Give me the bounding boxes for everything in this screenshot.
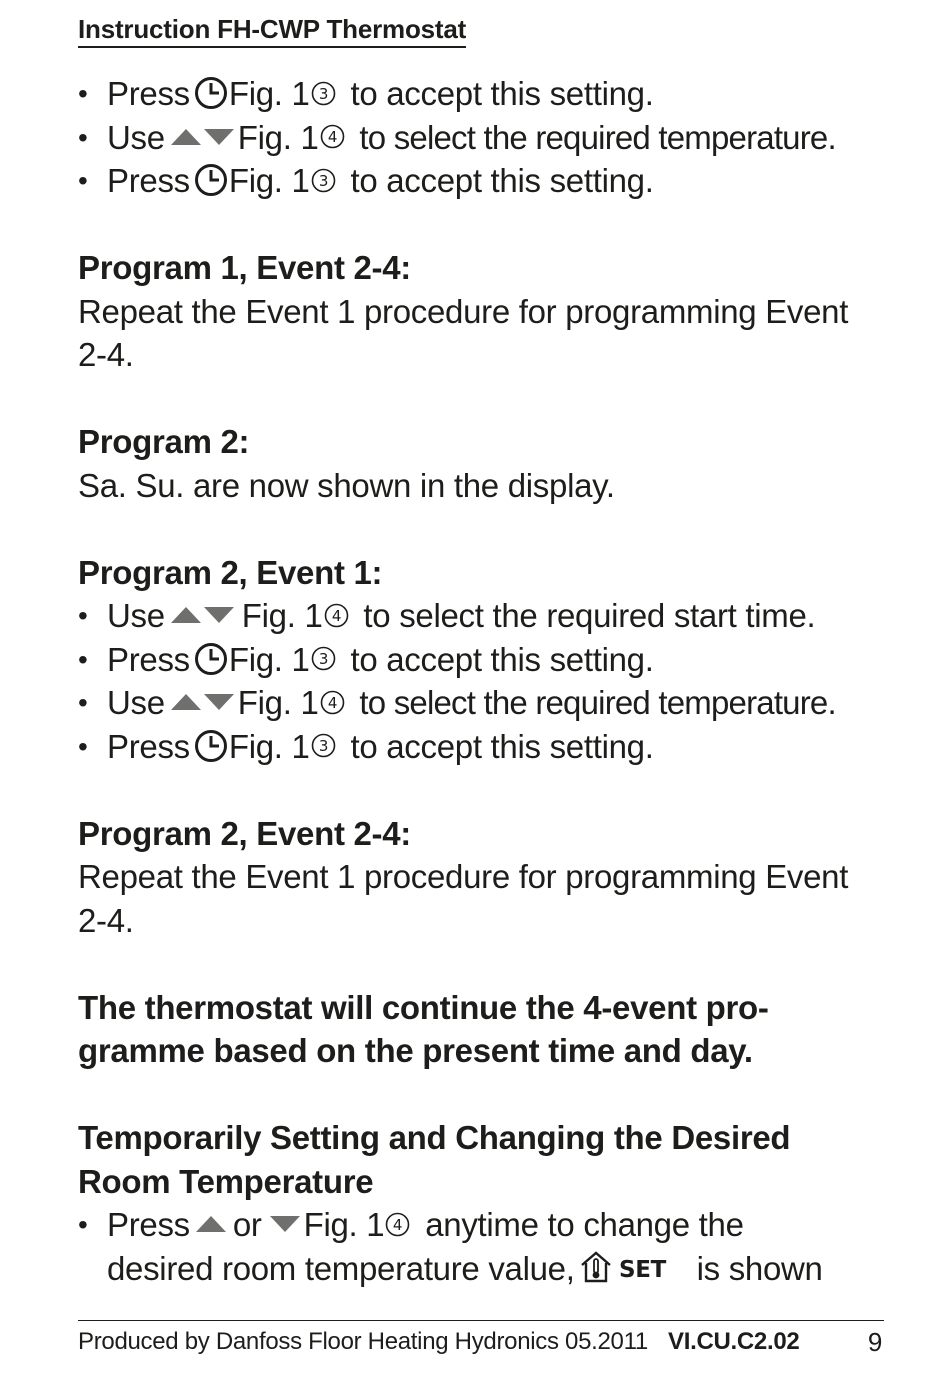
clock-icon bbox=[194, 163, 228, 197]
list-item: • Press Fig. 1 3 to accept this setting. bbox=[78, 159, 884, 203]
program1-event1-steps bbox=[78, 72, 884, 203]
bullet: • bbox=[78, 687, 88, 718]
spacer bbox=[78, 507, 884, 551]
callout-number: 3 bbox=[318, 171, 328, 190]
list-item: • Use Fig. 1 4 to select the required temperature. bbox=[78, 681, 884, 725]
temporary-setting-steps bbox=[78, 1203, 884, 1290]
arrow-up-icon bbox=[170, 692, 202, 712]
callout-4-icon bbox=[324, 603, 349, 628]
list-item: • Press or Fig. 1 4 anytime to change the bbox=[78, 1203, 884, 1247]
callout-3-icon bbox=[311, 168, 336, 193]
section-heading: Room Temperature bbox=[78, 1162, 374, 1200]
callout-4-icon bbox=[385, 1212, 410, 1237]
callout-3-icon bbox=[311, 646, 336, 671]
paragraph-line: Sa. Su. are now shown in the display. bbox=[78, 466, 615, 504]
spacer bbox=[78, 942, 884, 986]
callout-number: 4 bbox=[327, 693, 337, 712]
callout-number: 3 bbox=[318, 650, 328, 669]
paragraph-line: 2-4. bbox=[78, 336, 134, 373]
footer-doc-code: VI.CU.C2.02 bbox=[668, 1328, 800, 1355]
paragraph-line: Repeat the Event 1 procedure for programming Event bbox=[78, 292, 849, 330]
paragraph-line: 2-4. bbox=[78, 901, 134, 939]
page-number: 9 bbox=[867, 1327, 882, 1357]
page-content bbox=[78, 72, 884, 1290]
section-heading: Program 2, Event 1: bbox=[78, 553, 383, 591]
bullet: • bbox=[78, 730, 88, 762]
callout-3-icon bbox=[311, 733, 336, 758]
arrow-down-icon bbox=[203, 605, 235, 625]
callout-number: 3 bbox=[318, 737, 328, 756]
spacer bbox=[78, 768, 884, 812]
list-item: • Press Fig. 1 3 to accept this setting. bbox=[78, 72, 884, 116]
list-item-continuation: desired room temperature value, SET is shown bbox=[107, 1249, 823, 1287]
bullet: • bbox=[78, 165, 88, 196]
bullet: • bbox=[78, 78, 88, 109]
callout-number: 3 bbox=[318, 84, 328, 103]
continue-note-line: gramme based on the present time and day. bbox=[78, 1032, 753, 1069]
spacer bbox=[78, 377, 884, 421]
paragraph-line: Repeat the Event 1 procedure for programming Event bbox=[78, 858, 849, 895]
section-heading: Program 1, Event 2-4: bbox=[78, 249, 411, 286]
arrow-down-icon bbox=[269, 1214, 301, 1234]
set-display-icon bbox=[617, 1255, 683, 1281]
clock-icon bbox=[194, 729, 228, 763]
list-item: • Press Fig. 1 3 to accept this setting. bbox=[78, 725, 884, 769]
spacer bbox=[78, 1073, 884, 1117]
page-footer bbox=[78, 1320, 884, 1357]
callout-number: 4 bbox=[331, 606, 341, 625]
clock-icon bbox=[194, 642, 228, 676]
home-thermometer-icon bbox=[579, 1250, 613, 1284]
callout-4-icon bbox=[320, 690, 345, 715]
bullet: • bbox=[78, 600, 88, 631]
bullet: • bbox=[78, 121, 88, 153]
callout-number: 4 bbox=[393, 1215, 403, 1234]
running-head: Instruction FH-CWP Thermostat bbox=[78, 12, 466, 48]
callout-number: 4 bbox=[327, 128, 337, 147]
arrow-down-icon bbox=[203, 127, 235, 147]
bullet: • bbox=[78, 643, 88, 675]
arrow-down-icon bbox=[203, 692, 235, 712]
section-heading: Temporarily Setting and Changing the Desired bbox=[78, 1119, 791, 1156]
set-label: SET bbox=[618, 1256, 666, 1281]
list-item: • Use Fig. 1 4 to select the required temperature. bbox=[78, 116, 884, 160]
list-item: • Use Fig. 1 4 to select the required start time. bbox=[78, 594, 884, 638]
program2-event1-steps bbox=[78, 594, 884, 768]
callout-3-icon bbox=[311, 81, 336, 106]
arrow-up-icon bbox=[170, 605, 202, 625]
footer-producer: Produced by Danfoss Floor Heating Hydronics 05.2011 bbox=[78, 1328, 648, 1355]
callout-4-icon bbox=[320, 124, 345, 149]
document-page bbox=[78, 12, 884, 1290]
list-item: • Press Fig. 1 3 to accept this setting. bbox=[78, 638, 884, 682]
clock-icon bbox=[194, 76, 228, 110]
spacer bbox=[78, 203, 884, 247]
continue-note-line: The thermostat will continue the 4-event pro- bbox=[78, 988, 769, 1026]
section-heading: Program 2: bbox=[78, 423, 250, 460]
arrow-up-icon bbox=[170, 127, 202, 147]
arrow-up-icon bbox=[195, 1214, 227, 1234]
bullet: • bbox=[78, 1209, 88, 1240]
section-heading: Program 2, Event 2-4: bbox=[78, 814, 411, 852]
